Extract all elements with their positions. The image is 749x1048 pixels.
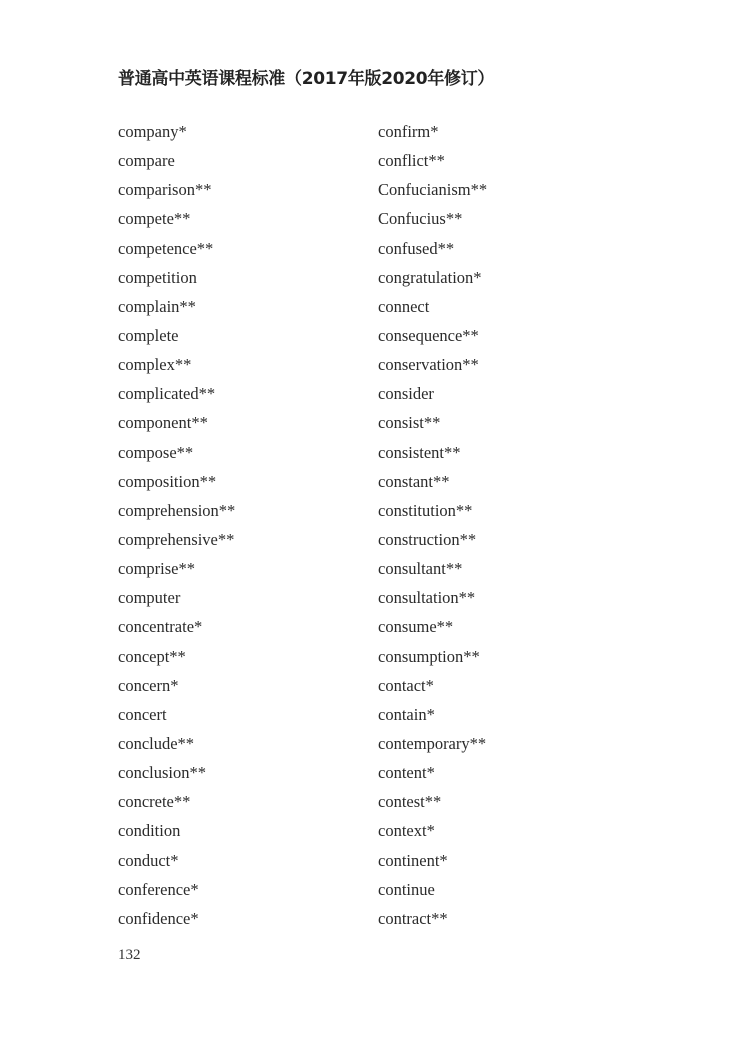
word-entry: competence** xyxy=(118,238,214,258)
word-entry: computer xyxy=(118,588,181,608)
word-entry: continue xyxy=(378,879,435,899)
word-entry: conclude** xyxy=(118,733,195,753)
word-entry: consider xyxy=(378,384,434,404)
word-entry: complete xyxy=(118,325,179,345)
word-entry: condition xyxy=(118,821,181,841)
word-entry: constitution** xyxy=(378,500,473,520)
word-entry: context* xyxy=(378,821,435,841)
word-entry: complex** xyxy=(118,355,192,375)
word-entry: conclusion** xyxy=(118,763,206,783)
word-entry: contract** xyxy=(378,908,448,928)
word-entry: comparison** xyxy=(118,180,212,200)
word-entry: conduct* xyxy=(118,850,179,870)
word-entry: consultation** xyxy=(378,588,476,608)
word-entry: contain* xyxy=(378,704,435,724)
word-entry: concept** xyxy=(118,646,186,666)
word-entry: consistent** xyxy=(378,442,461,462)
word-entry: concrete** xyxy=(118,792,191,812)
page-number: 132 xyxy=(118,947,141,963)
word-list-left-column xyxy=(118,117,235,933)
word-entry: contest** xyxy=(378,792,442,812)
word-entry: consist** xyxy=(378,413,441,433)
word-entry: consequence** xyxy=(378,325,479,345)
word-entry: compare xyxy=(118,151,175,171)
word-entry: company* xyxy=(118,122,187,141)
word-entry: confidence* xyxy=(118,908,199,928)
word-entry: composition** xyxy=(118,471,217,491)
word-entry: comprehensive** xyxy=(118,529,235,549)
word-entry: construction** xyxy=(378,529,477,549)
word-entry: contemporary** xyxy=(378,733,487,753)
word-entry: consumption** xyxy=(378,646,480,666)
word-entry: conflict** xyxy=(378,151,445,171)
word-entry: confirm* xyxy=(378,122,439,141)
word-entry: constant** xyxy=(378,471,450,491)
word-entry: concentrate* xyxy=(118,617,203,637)
word-entry: compete** xyxy=(118,209,191,229)
word-entry: comprehension** xyxy=(118,500,236,520)
word-entry: consultant** xyxy=(378,559,463,579)
word-entry: congratulation* xyxy=(378,267,482,287)
word-entry: contact* xyxy=(378,675,434,695)
word-entry: Confucianism** xyxy=(378,180,488,200)
word-entry: connect xyxy=(378,296,430,316)
word-entry: complicated** xyxy=(118,384,216,404)
word-entry: concern* xyxy=(118,675,179,695)
word-entry: Confucius** xyxy=(378,209,463,229)
word-entry: consume** xyxy=(378,617,454,637)
word-entry: conference* xyxy=(118,879,199,899)
word-entry: compose** xyxy=(118,442,194,462)
word-entry: confused** xyxy=(378,238,455,258)
word-entry: comprise** xyxy=(118,559,195,579)
word-list-right-column xyxy=(378,117,487,933)
word-entry: conservation** xyxy=(378,355,479,375)
word-entry: content* xyxy=(378,763,435,783)
word-entry: complain** xyxy=(118,296,196,316)
word-entry: competition xyxy=(118,267,197,287)
page-header-title: 普通高中英语课程标准（2017年版2020年修订） xyxy=(118,69,495,89)
word-entry: concert xyxy=(118,704,167,724)
word-entry: continent* xyxy=(378,850,448,870)
word-entry: component** xyxy=(118,413,208,433)
